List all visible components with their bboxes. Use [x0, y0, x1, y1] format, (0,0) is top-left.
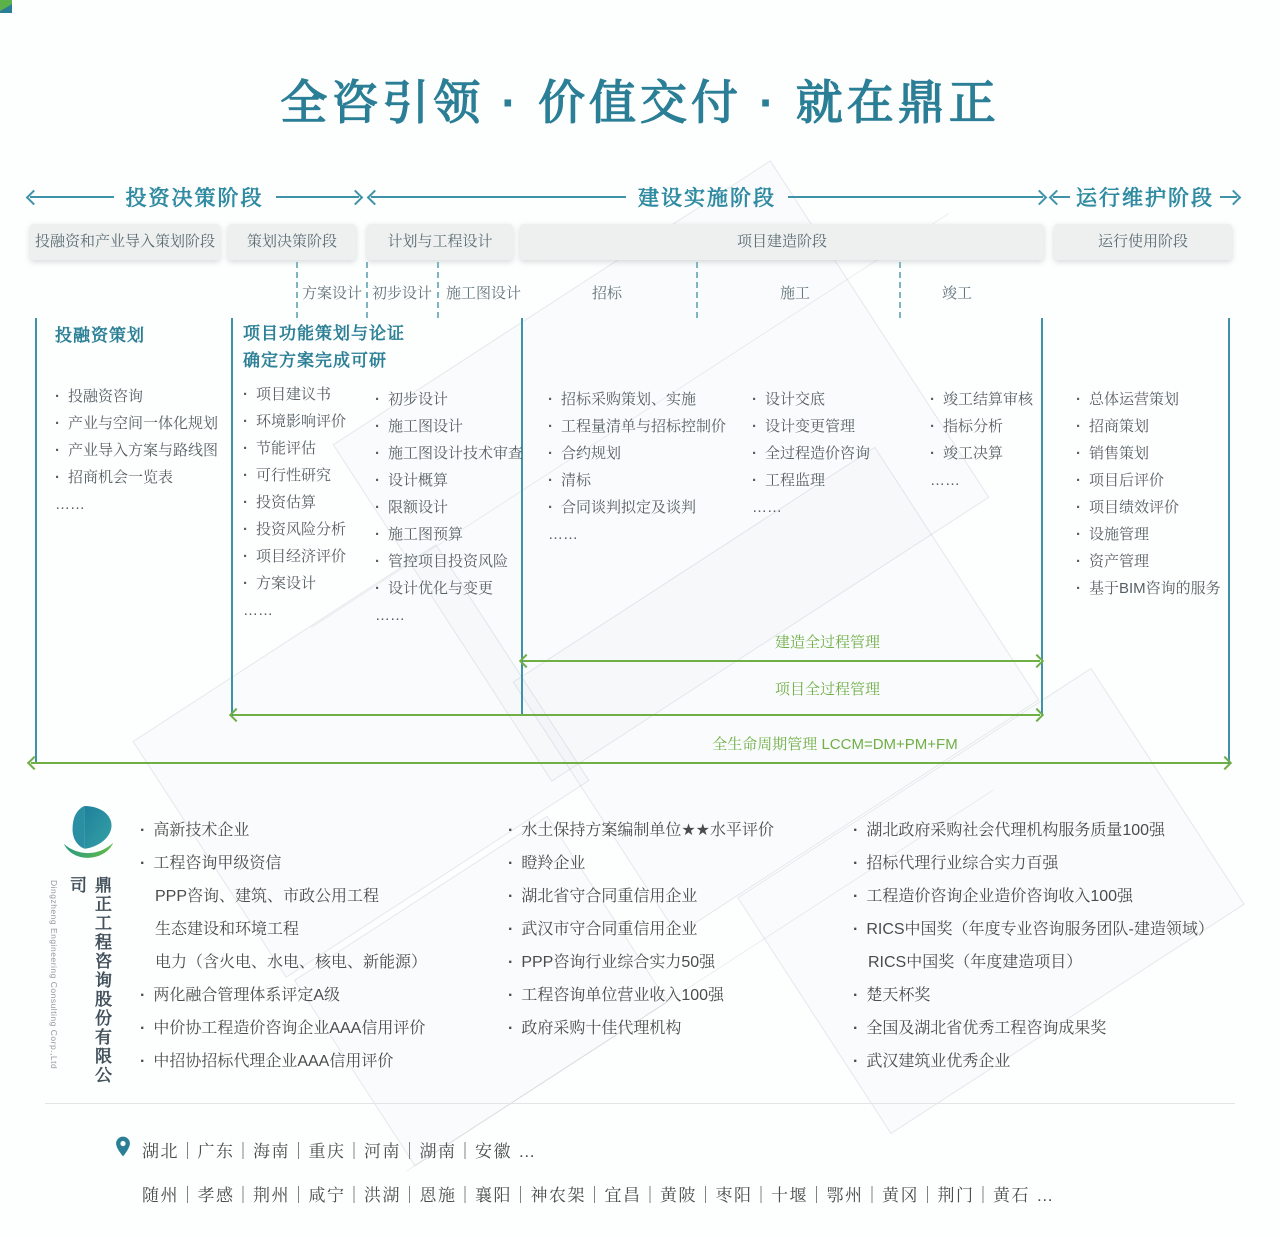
- dashed-separator: [366, 262, 368, 318]
- list-item: · 两化融合管理体系评定A级: [140, 985, 500, 1007]
- list-item: · 项目建议书: [243, 381, 405, 408]
- list-item: · 政府采购十佳代理机构: [508, 1018, 838, 1040]
- qualification-column-2: [508, 820, 838, 1051]
- label-build-whole-process: 建造全过程管理: [774, 634, 880, 651]
- list-item: · 设计概算: [375, 467, 523, 494]
- arrowhead-right-icon: [1030, 654, 1044, 668]
- service-list: [930, 386, 1033, 494]
- list-item: · 武汉建筑业优秀企业: [853, 1051, 1243, 1073]
- column-header: 投融资策划: [55, 326, 145, 345]
- substage-preliminary-design: 初步设计: [372, 285, 433, 302]
- list-item: · 项目经济评价: [243, 543, 405, 570]
- stage-box-plan-design: 计划与工程设计: [367, 224, 513, 260]
- arrowhead-left-icon: [27, 756, 41, 770]
- label-lifecycle-management: 全生命周期管理 LCCM=DM+PM+FM: [712, 736, 958, 753]
- list-item: PPP咨询、建筑、市政公用工程: [155, 888, 380, 905]
- arrowhead-left-icon: [1049, 189, 1065, 205]
- list-item: · 管控项目投资风险: [375, 548, 523, 575]
- corner-mark: [0, 0, 12, 13]
- list-item: · 全国及湖北省优秀工程咨询成果奖: [853, 1018, 1243, 1040]
- list-item: · 武汉市守合同重信用企业: [508, 919, 838, 941]
- arrow-line: [523, 660, 1040, 662]
- list-item: · 楚天杯奖: [853, 985, 1243, 1007]
- company-name-en: Dingzheng Engineering Consulting Corp.,Ltd: [49, 880, 59, 1070]
- list-item: · 水土保持方案编制单位★★水平评价: [508, 820, 838, 842]
- stage-box-planning-decision: 策划决策阶段: [228, 224, 356, 260]
- list-item: ……: [752, 499, 782, 516]
- list-item: · 环境影响评价: [243, 408, 405, 435]
- page-title: 全咨引领 · 价值交付 · 就在鼎正: [280, 76, 1000, 129]
- list-item: · 项目后评价: [1076, 467, 1221, 494]
- list-item: · 设计优化与变更: [375, 575, 523, 602]
- dashed-separator: [437, 262, 439, 318]
- phase-label-operation: 运行维护阶段: [1076, 187, 1214, 210]
- stage-box-financing-import: 投融资和产业导入策划阶段: [30, 224, 220, 260]
- arrowhead-right-icon: [1032, 189, 1048, 205]
- list-item: RICS中国奖（年度建造项目）: [868, 954, 1083, 971]
- list-item: · 湖北省守合同重信用企业: [508, 886, 838, 908]
- service-list: [55, 383, 218, 518]
- service-list: [752, 386, 870, 521]
- list-item: · 设施管理: [1076, 521, 1221, 548]
- location-pin-icon: [115, 1136, 131, 1162]
- substage-scheme-design: 方案设计: [302, 285, 363, 302]
- list-item: · 产业与空间一体化规划: [55, 410, 218, 437]
- column-header: 确定方案完成可研: [243, 351, 387, 370]
- list-item: · 招商策划: [1076, 413, 1221, 440]
- list-item: · 清标: [548, 467, 726, 494]
- service-column-construction: [752, 386, 870, 521]
- phase-arrow-investment-decision: [28, 184, 361, 210]
- arrow-line: [30, 196, 114, 198]
- list-item: ……: [930, 472, 960, 489]
- phase-arrow-operation: [1051, 184, 1239, 210]
- list-item: · 施工图预算: [375, 521, 523, 548]
- list-item: · 中价协工程造价咨询企业AAA信用评价: [140, 1018, 500, 1040]
- list-item: ……: [243, 602, 273, 619]
- list-item: · 工程量清单与招标控制价: [548, 413, 726, 440]
- list-item: · 指标分析: [930, 413, 1033, 440]
- list-item: · 施工图设计: [375, 413, 523, 440]
- list-item: · 全过程造价咨询: [752, 440, 870, 467]
- arrow-build-whole-process: [521, 655, 1042, 667]
- list-item: · 初步设计: [375, 386, 523, 413]
- arrow-line: [788, 196, 1043, 198]
- list-item: · 项目绩效评价: [1076, 494, 1221, 521]
- service-list: [548, 386, 726, 548]
- list-item: 电力（含火电、水电、核电、新能源）: [155, 954, 428, 971]
- list-item: · 高新技术企业: [140, 820, 500, 842]
- list-item: · 施工图设计技术审查: [375, 440, 523, 467]
- phase-arrow-construction: [369, 184, 1045, 210]
- list-item: · 合约规划: [548, 440, 726, 467]
- arrow-line: [233, 714, 1040, 716]
- arrowhead-left-icon: [367, 189, 383, 205]
- arrow-lifecycle-management: [29, 757, 1230, 769]
- service-column-bidding: [548, 386, 726, 548]
- qualification-column-3: [853, 820, 1243, 1084]
- list-item: · 工程咨询甲级资信: [140, 853, 500, 875]
- list-item: · 限额设计: [375, 494, 523, 521]
- label-project-whole-process: 项目全过程管理: [774, 681, 880, 698]
- list-item: · 瞪羚企业: [508, 853, 838, 875]
- list-item: · 方案设计: [243, 570, 405, 597]
- column-boundary-line: [1228, 318, 1230, 764]
- list-item: · 工程监理: [752, 467, 870, 494]
- list-item: · 竣工结算审核: [930, 386, 1033, 413]
- dashed-separator: [696, 262, 698, 318]
- list-item: ……: [548, 526, 578, 543]
- list-item: · 投融资咨询: [55, 383, 218, 410]
- list-item: · 工程咨询单位营业收入100强: [508, 985, 838, 1007]
- column-boundary-line: [231, 318, 233, 716]
- list-item: ……: [55, 496, 85, 513]
- footer-divider: [45, 1103, 1235, 1104]
- service-column-investment-financing: [55, 322, 218, 518]
- qualification-column-1: [140, 820, 500, 1084]
- column-boundary-line: [35, 318, 37, 764]
- cities-line: 随州｜孝感｜荆州｜咸宁｜洪湖｜恩施｜襄阳｜神农架｜宜昌｜黄陂｜枣阳｜十堰｜鄂州｜黄冈｜荆门｜黄石 …: [142, 1186, 1055, 1205]
- list-item: · 产业导入方案与路线图: [55, 437, 218, 464]
- arrowhead-left-icon: [26, 189, 42, 205]
- company-name-cn: 鼎正工程咨询股份有限公司: [67, 876, 111, 1085]
- arrowhead-right-icon: [348, 189, 364, 205]
- list-item: · 设计交底: [752, 386, 870, 413]
- list-item: · 总体运营策划: [1076, 386, 1221, 413]
- arrowhead-left-icon: [229, 708, 243, 722]
- arrow-project-whole-process: [231, 709, 1042, 721]
- list-item: · 中招协招标代理企业AAA信用评价: [140, 1051, 500, 1073]
- list-item: · 招标代理行业综合实力百强: [853, 853, 1243, 875]
- list-item: · RICS中国奖（年度专业咨询服务团队-建造领域）: [853, 919, 1243, 941]
- service-column-design: [375, 386, 523, 629]
- substage-completion: 竣工: [942, 285, 973, 302]
- service-column-operation: [1076, 386, 1221, 602]
- list-item: · 湖北政府采购社会代理机构服务质量100强: [853, 820, 1243, 842]
- service-column-completion: [930, 386, 1033, 494]
- arrowhead-right-icon: [1218, 756, 1232, 770]
- dashed-separator: [899, 262, 901, 318]
- list-item: 生态建设和环境工程: [155, 921, 300, 938]
- list-item: · 节能评估: [243, 435, 405, 462]
- arrowhead-left-icon: [519, 654, 533, 668]
- list-item: · 招商机会一览表: [55, 464, 218, 491]
- dashed-separator: [296, 262, 298, 318]
- list-item: · 合同谈判拟定及谈判: [548, 494, 726, 521]
- stage-box-project-build: 项目建造阶段: [520, 224, 1044, 260]
- service-list: [375, 386, 523, 629]
- list-item: · 竣工决算: [930, 440, 1033, 467]
- company-logo: [58, 802, 120, 875]
- phase-label-construction: 建设实施阶段: [638, 187, 776, 210]
- list-item: · PPP咨询行业综合实力50强: [508, 952, 838, 974]
- phase-label-investment: 投资决策阶段: [125, 187, 264, 210]
- list-item: · 投资风险分析: [243, 516, 405, 543]
- list-item: · 设计变更管理: [752, 413, 870, 440]
- list-item: · 招标采购策划、实施: [548, 386, 726, 413]
- list-item: · 销售策划: [1076, 440, 1221, 467]
- list-item: · 资产管理: [1076, 548, 1221, 575]
- list-item: · 工程造价咨询企业造价咨询收入100强: [853, 886, 1243, 908]
- substage-bidding: 招标: [592, 285, 623, 302]
- stage-box-operation-use: 运行使用阶段: [1054, 224, 1232, 260]
- provinces-line: 湖北｜广东｜海南｜重庆｜河南｜湖南｜安徽 …: [142, 1142, 537, 1161]
- list-item: · 投资估算: [243, 489, 405, 516]
- list-item: · 可行性研究: [243, 462, 405, 489]
- column-header: 项目功能策划与论证: [243, 324, 405, 343]
- arrowhead-right-icon: [1030, 708, 1044, 722]
- list-item: · 基于BIM咨询的服务: [1076, 575, 1221, 602]
- service-list: [1076, 386, 1221, 602]
- arrowhead-right-icon: [1226, 189, 1242, 205]
- substage-construction: 施工: [780, 285, 811, 302]
- list-item: ……: [375, 607, 405, 624]
- substage-construction-drawing: 施工图设计: [446, 285, 522, 302]
- arrow-line: [31, 762, 1228, 764]
- arrow-line: [371, 196, 626, 198]
